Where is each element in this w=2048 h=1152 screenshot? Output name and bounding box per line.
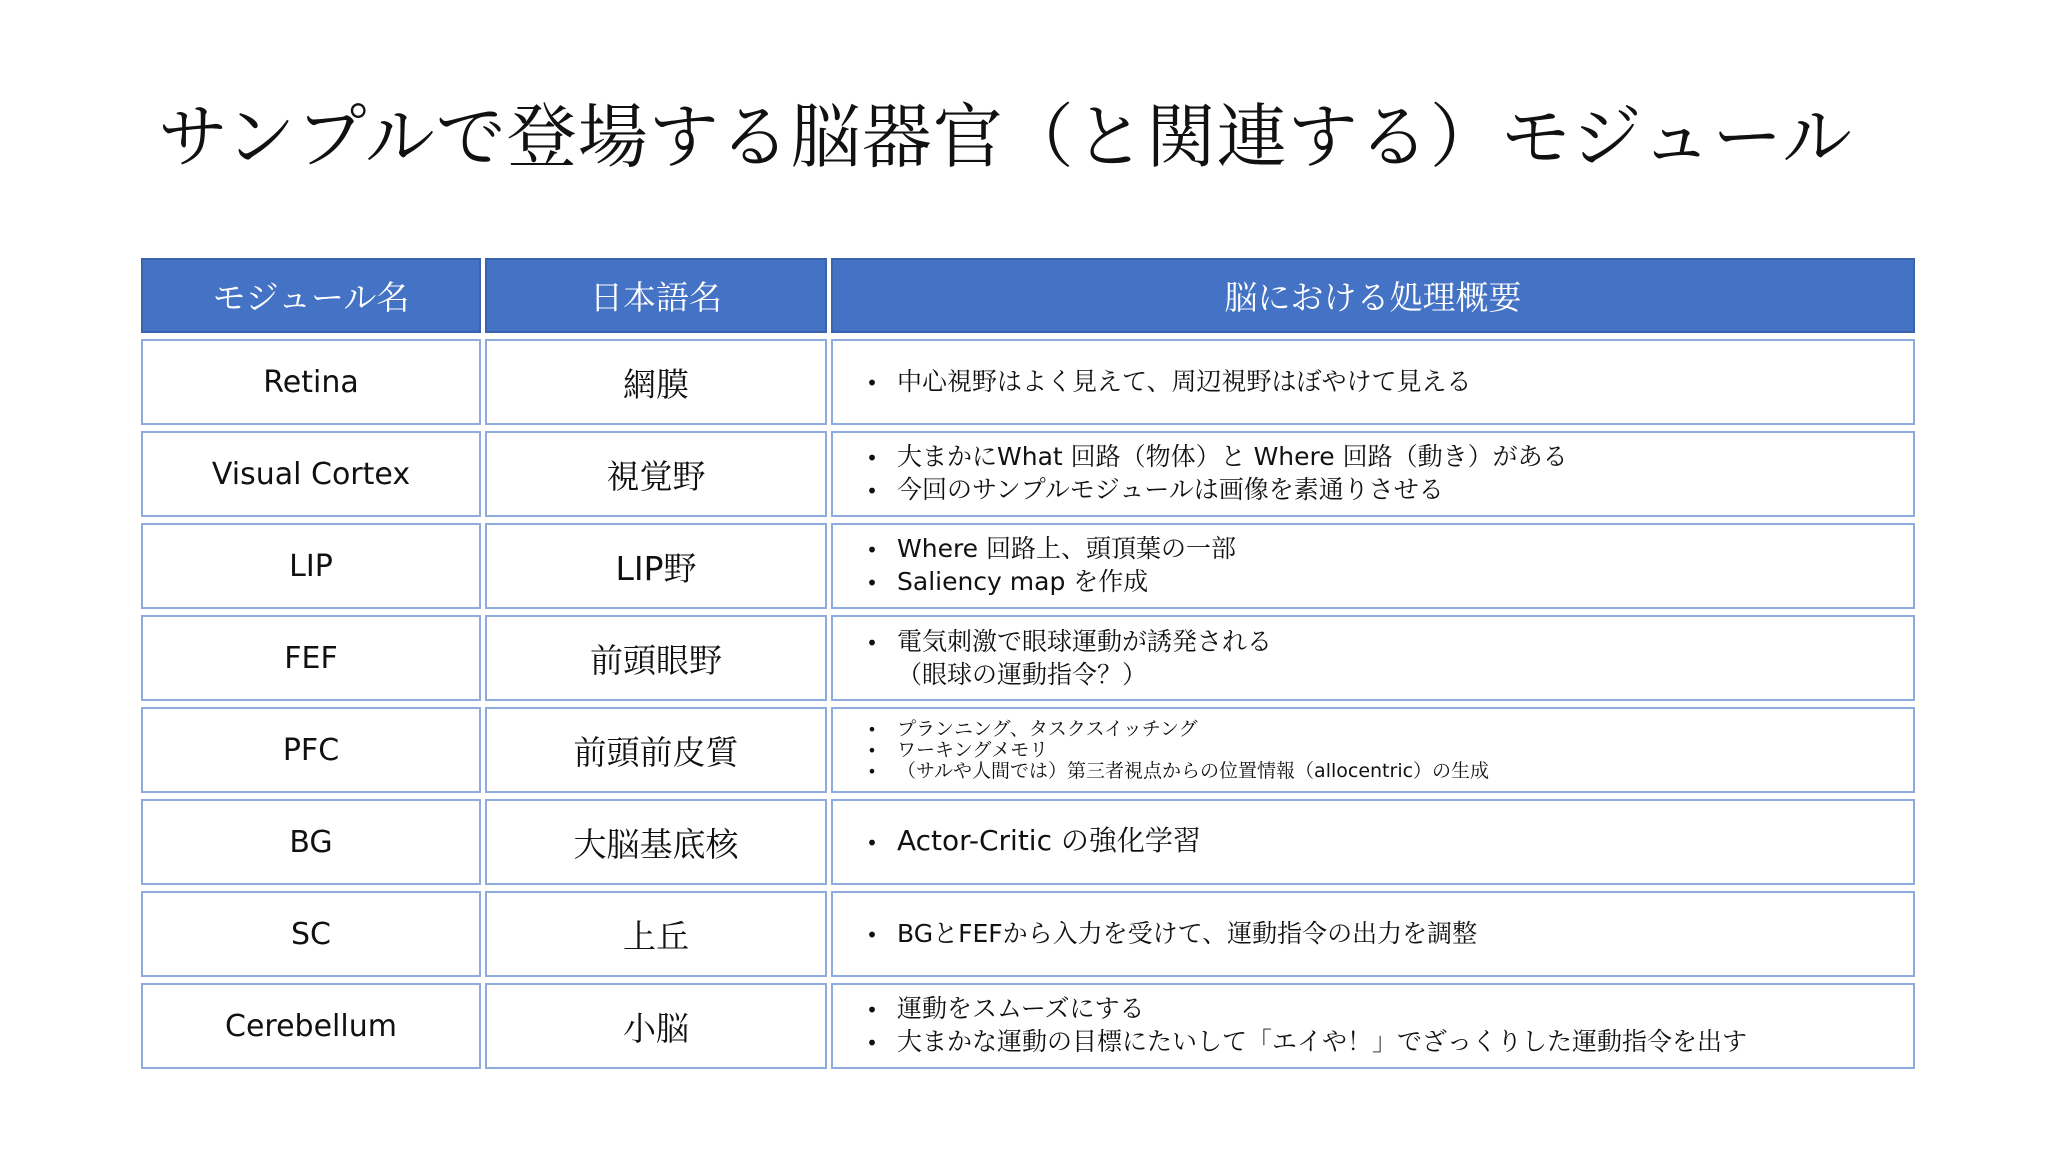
summary-text: Actor-Critic の強化学習 <box>897 824 1201 857</box>
japanese-name-cell: 大脳基底核 <box>485 799 827 885</box>
summary-list <box>847 366 1472 399</box>
summary-text: プランニング、タスクスイッチング <box>897 717 1198 740</box>
bullet-dot-icon: • <box>867 719 877 739</box>
module-name-cell: FEF <box>141 615 481 701</box>
header-processing-summary: 脳における処理概要 <box>831 258 1915 333</box>
module-name-cell: Retina <box>141 339 481 425</box>
module-name-cell: SC <box>141 891 481 977</box>
bullet-dot-icon: • <box>866 538 878 562</box>
summary-list <box>847 918 1477 951</box>
summary-text: 大まかにWhat 回路（物体）と Where 回路（動き）がある <box>897 442 1568 471</box>
summary-text: 運動をスムーズにする <box>897 994 1145 1023</box>
bullet-dot-icon: • <box>867 761 877 781</box>
module-table <box>141 258 1915 1069</box>
summary-item <box>847 761 1489 782</box>
summary-text: （眼球の運動指令？） <box>897 660 1148 689</box>
summary-cell <box>831 615 1915 701</box>
summary-item <box>847 719 1489 740</box>
summary-cell <box>831 431 1915 517</box>
summary-cell <box>831 707 1915 793</box>
header-module-name: モジュール名 <box>141 258 481 333</box>
summary-item-continuation <box>847 659 1272 690</box>
bullet-dot-icon: • <box>866 370 878 395</box>
japanese-name-cell: 視覚野 <box>485 431 827 517</box>
summary-item <box>847 566 1236 599</box>
summary-text: BGとFEFから入力を受けて、運動指令の出力を調整 <box>897 918 1478 948</box>
summary-item <box>847 533 1236 566</box>
summary-list <box>847 441 1568 507</box>
summary-text: 今回のサンプルモジュールは画像を素通りさせる <box>897 475 1444 504</box>
japanese-name-cell: 前頭前皮質 <box>485 707 827 793</box>
summary-item <box>847 441 1568 474</box>
summary-item <box>847 740 1489 761</box>
summary-item <box>847 1026 1747 1059</box>
summary-text: ワーキングメモリ <box>897 738 1049 761</box>
module-name-cell: Visual Cortex <box>141 431 481 517</box>
bullet-dot-icon: • <box>866 571 878 595</box>
bullet-dot-icon: • <box>866 998 878 1022</box>
summary-item <box>847 918 1477 951</box>
slide-title: サンプルで登場する脳器官（と関連する）モジュール <box>158 96 1853 178</box>
summary-text: （サルや人間では）第三者視点からの位置情報（allocentric）の生成 <box>897 759 1490 782</box>
summary-item <box>847 626 1272 659</box>
summary-text: 大まかな運動の目標にたいして「エイや！」でざっくりした運動指令を出す <box>897 1027 1748 1056</box>
bullet-dot-icon: • <box>866 922 878 947</box>
summary-text: Saliency map を作成 <box>897 567 1149 596</box>
summary-list <box>847 993 1747 1059</box>
summary-cell <box>831 799 1915 885</box>
summary-cell <box>831 339 1915 425</box>
japanese-name-cell: LIP野 <box>485 523 827 609</box>
summary-cell <box>831 523 1915 609</box>
bullet-dot-icon: • <box>867 740 877 760</box>
summary-text: 電気刺激で眼球運動が誘発される <box>897 627 1273 656</box>
bullet-dot-icon: • <box>866 1031 878 1055</box>
bullet-dot-icon: • <box>866 446 878 470</box>
bullet-dot-icon: • <box>866 631 878 655</box>
summary-list <box>847 533 1236 599</box>
japanese-name-cell: 小脳 <box>485 983 827 1069</box>
summary-text: 中心視野はよく見えて、周辺視野はぼやけて見える <box>897 366 1472 396</box>
summary-item <box>847 366 1472 399</box>
summary-list <box>847 626 1272 690</box>
summary-list <box>847 719 1489 782</box>
module-name-cell: PFC <box>141 707 481 793</box>
module-name-cell: BG <box>141 799 481 885</box>
bullet-dot-icon: • <box>866 831 878 855</box>
module-name-cell: Cerebellum <box>141 983 481 1069</box>
bullet-dot-icon: • <box>866 479 878 503</box>
summary-cell <box>831 983 1915 1069</box>
japanese-name-cell: 前頭眼野 <box>485 615 827 701</box>
module-name-cell: LIP <box>141 523 481 609</box>
summary-text: Where 回路上、頭頂葉の一部 <box>897 534 1237 563</box>
summary-item <box>847 474 1568 507</box>
summary-cell <box>831 891 1915 977</box>
japanese-name-cell: 上丘 <box>485 891 827 977</box>
header-japanese-name: 日本語名 <box>485 258 827 333</box>
summary-item <box>847 825 1201 859</box>
summary-list <box>847 825 1201 859</box>
summary-item <box>847 993 1747 1026</box>
japanese-name-cell: 網膜 <box>485 339 827 425</box>
